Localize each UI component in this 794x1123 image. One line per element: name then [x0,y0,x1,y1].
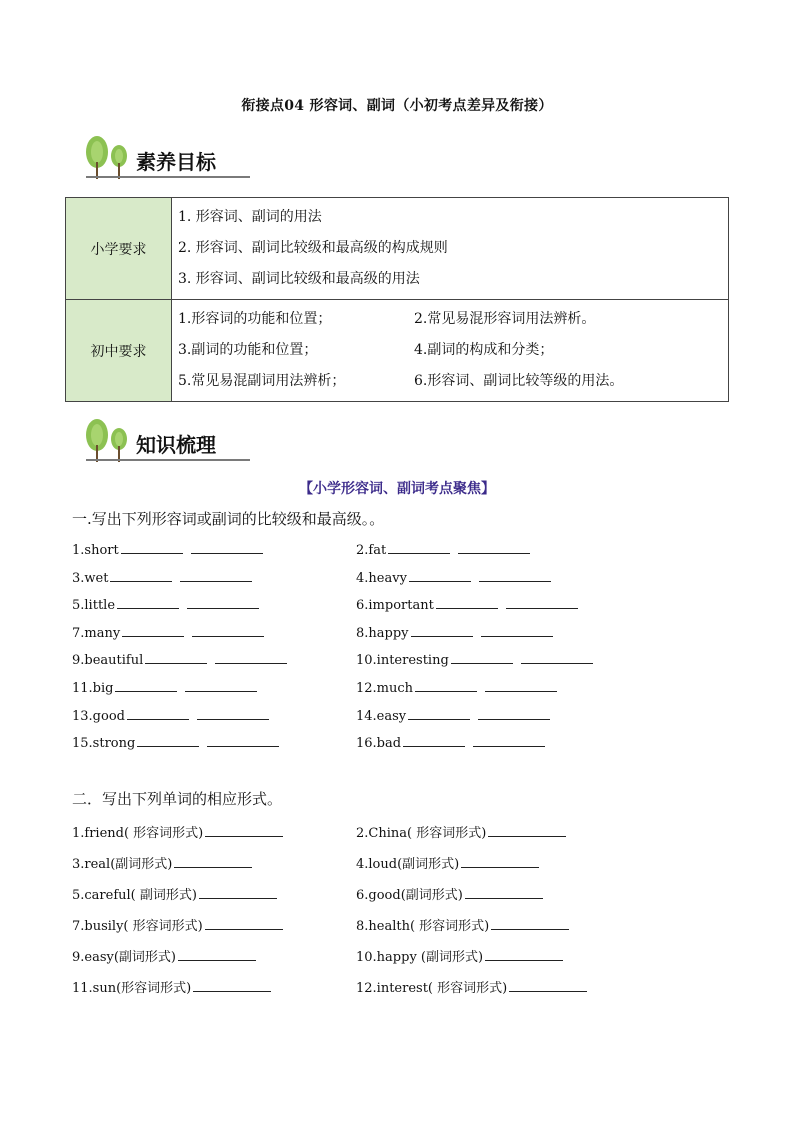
section-divider [86,459,250,461]
answer-blank[interactable] [506,596,578,609]
middle-requirements-label: 初中要求 [66,300,172,402]
exercise-item [356,977,587,996]
list-item: 2. 形容词、副词比较级和最高级的构成规则 [178,240,448,256]
section-label: 素养目标 [136,150,216,174]
list-item: 6.形容词、副词比较等级的用法。 [414,373,624,389]
answer-blank[interactable] [127,707,189,720]
exercise-item-label: 12.much [356,681,414,696]
answer-blank[interactable] [115,679,177,692]
answer-blank[interactable] [403,734,465,747]
exercise-item [356,707,550,724]
answer-blank[interactable] [408,707,470,720]
exercise-item [72,734,279,751]
tree-icon [80,415,136,465]
list-item: 4.副词的构成和分类； [414,342,554,358]
answer-blank[interactable] [192,624,264,637]
answer-blank[interactable] [461,855,539,868]
section-header-knowledge [80,415,250,465]
answer-blank[interactable] [478,707,550,720]
list-item: 1. 形容词、副词的用法 [178,209,322,225]
exercise-item-label: 5.little [72,598,116,614]
exercise-item-label: 5.careful( 副词形式) [72,888,197,903]
answer-blank[interactable] [458,541,530,554]
exercise-item [72,569,252,586]
answer-blank[interactable] [473,734,545,747]
exercise-item [356,624,553,641]
answer-blank[interactable] [521,651,593,664]
answer-blank[interactable] [137,734,199,747]
exercise-item-label: 8.happy [356,625,409,641]
answer-blank[interactable] [415,679,477,692]
primary-requirements-label: 小学要求 [66,198,172,300]
exercise-item-label: 1.friend( 形容词形式) [72,826,204,841]
exercise-item [72,624,264,641]
exercise-item [356,569,551,586]
answer-blank[interactable] [205,824,283,837]
exercise-item-label: 11.sun(形容词形式) [72,981,192,996]
exercise-item-label: 16.bad [356,736,402,752]
answer-blank[interactable] [479,569,551,582]
answer-blank[interactable] [191,541,263,554]
answer-blank[interactable] [122,624,184,637]
exercise-item [72,651,287,668]
exercise-item-label: 9.easy(副词形式) [72,950,177,965]
exercise-item [72,884,277,903]
focus-title: 【小学形容词、副词考点聚焦】 [299,481,495,497]
answer-blank[interactable] [145,651,207,664]
exercise-item [356,853,539,872]
answer-blank[interactable] [121,541,183,554]
list-item: 3.副词的功能和位置； [178,342,318,358]
answer-blank[interactable] [485,948,563,961]
exercise-item [356,822,566,841]
answer-blank[interactable] [409,569,471,582]
exercise-item-label: 11.big [72,681,114,696]
exercise-item [72,822,283,841]
answer-blank[interactable] [205,917,283,930]
answer-blank[interactable] [178,948,256,961]
exercise-item-label: 10.interesting [356,653,449,669]
exercise-item-label: 6.good(副词形式) [356,888,463,903]
exercise-item-label: 10.happy (副词形式) [356,950,484,965]
exercise-item [356,651,593,668]
exercise-item [72,707,269,724]
list-item: 5.常见易混副词用法辨析； [178,373,346,389]
exercise-item-label: 14.easy [356,708,407,724]
answer-blank[interactable] [436,596,498,609]
section-label: 知识梳理 [136,433,216,457]
exercise-item [72,977,271,996]
answer-blank[interactable] [451,651,513,664]
exercise-item [356,915,569,934]
answer-blank[interactable] [207,734,279,747]
exercise-item-label: 12.interest( 形容词形式) [356,981,508,996]
list-item: 3. 形容词、副词比较级和最高级的用法 [178,271,420,287]
answer-blank[interactable] [117,596,179,609]
list-item: 2.常见易混形容词用法辨析。 [414,311,596,327]
answer-blank[interactable] [110,569,172,582]
exercise-item-label: 8.health( 形容词形式) [356,919,490,934]
section-header-goals [80,132,250,182]
list-item: 1.形容词的功能和位置； [178,311,332,327]
answer-blank[interactable] [481,624,553,637]
exercise1-title: 一.写出下列形容词或副词的比较级和最高级。。 [72,510,385,528]
middle-requirements-content [172,300,729,402]
primary-requirements-content [172,198,729,300]
exercise-item [356,946,563,965]
answer-blank[interactable] [485,679,557,692]
exercise-item [356,596,578,613]
answer-blank[interactable] [491,917,569,930]
exercise-item-label: 2.China( 形容词形式) [356,826,487,841]
exercise-item [72,596,259,613]
answer-blank[interactable] [411,624,473,637]
exercise2-title: 二．写出下列单词的相应形式。 [72,790,283,808]
exercise-item [72,946,256,965]
exercise-item [72,541,263,558]
exercise-item-label: 3.wet [72,570,109,586]
exercise-item [356,679,557,696]
exercise-item-label: 13.good [72,708,125,724]
exercise-item [356,734,545,751]
exercise-item [356,541,530,558]
document-title: 衔接点04 形容词、副词（小初考点差异及衔接） [241,98,553,114]
exercise-item-label: 9.beautiful [72,653,144,669]
answer-blank[interactable] [465,886,543,899]
answer-blank[interactable] [215,651,287,664]
answer-blank[interactable] [185,679,257,692]
exercise-item [72,915,283,934]
exercise-item-label: 15.strong [72,736,136,752]
exercise-item-label: 2.fat [356,543,387,558]
exercise-item-label: 6.important [356,598,434,614]
answer-blank[interactable] [193,979,271,992]
exercise-item [72,853,252,872]
exercise-item [356,884,543,903]
answer-blank[interactable] [197,707,269,720]
answer-blank[interactable] [187,596,259,609]
exercise-item [72,679,257,696]
goals-table [65,197,729,402]
table-row [66,198,729,300]
exercise-item-label: 4.heavy [356,570,407,586]
section-divider [86,176,250,178]
answer-blank[interactable] [180,569,252,582]
tree-icon [80,132,136,182]
answer-blank[interactable] [174,855,252,868]
answer-blank[interactable] [488,824,566,837]
exercise-item-label: 7.busily( 形容词形式) [72,919,203,934]
answer-blank[interactable] [199,886,277,899]
exercise-item-label: 4.loud(副词形式) [356,857,460,872]
answer-blank[interactable] [388,541,450,554]
table-row [66,300,729,402]
answer-blank[interactable] [509,979,587,992]
exercise-item-label: 7.many [72,625,121,641]
exercise-item-label: 3.real(副词形式) [72,857,173,872]
exercise-item-label: 1.short [72,543,119,558]
